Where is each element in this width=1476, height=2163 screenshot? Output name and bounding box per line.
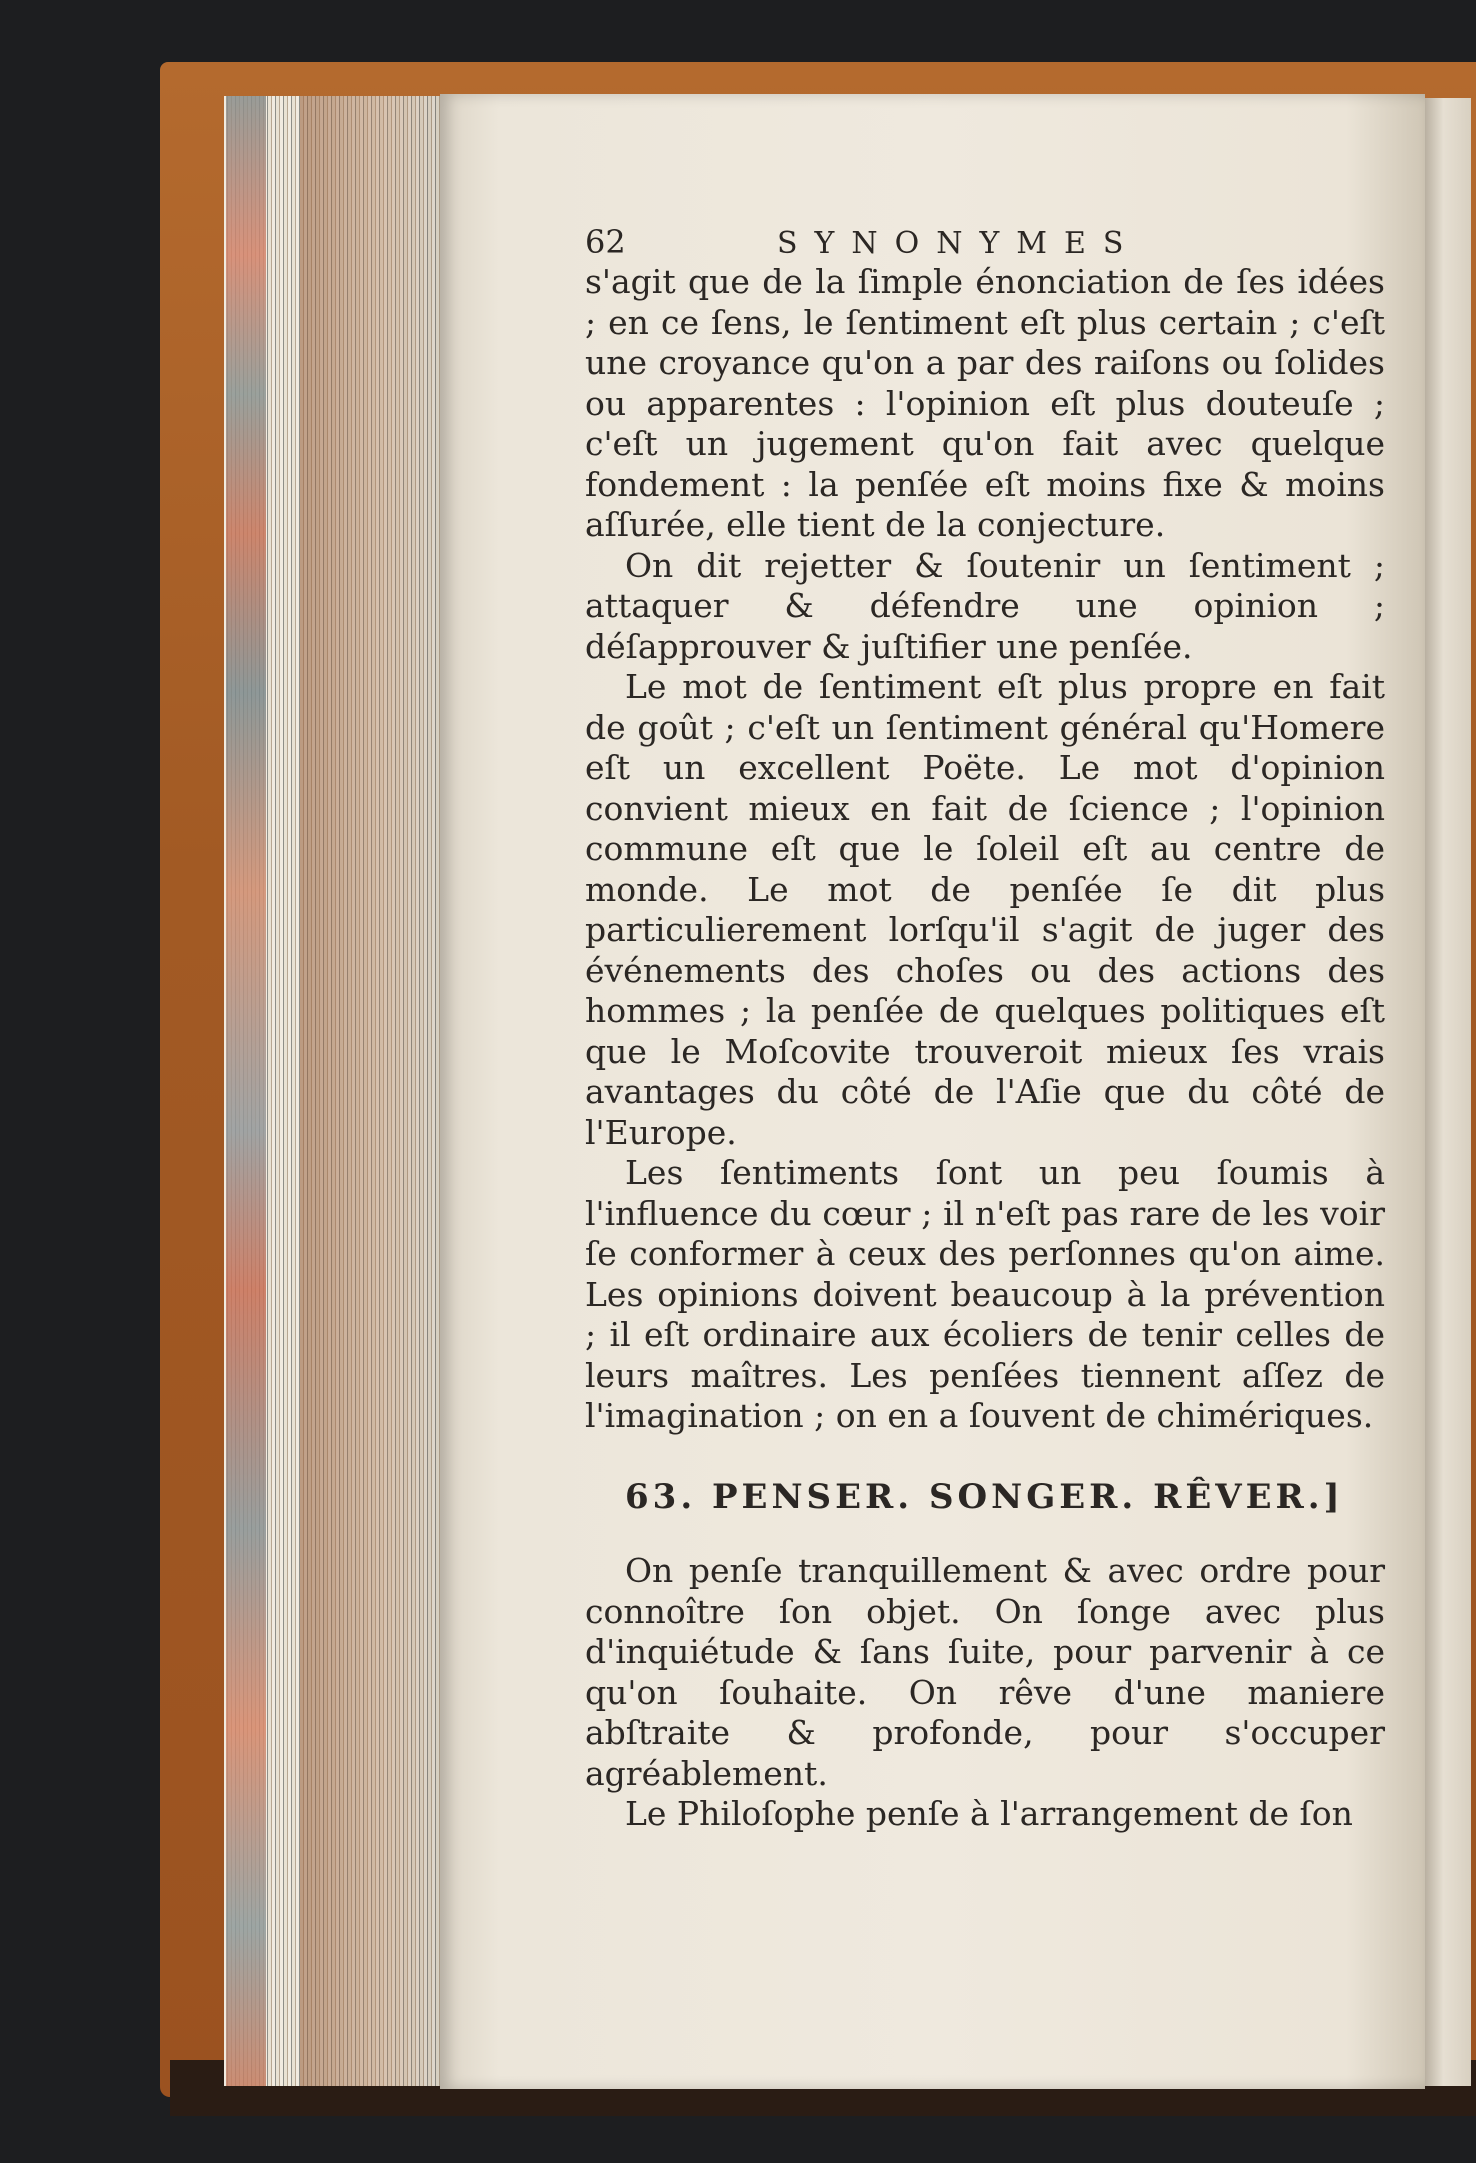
opposite-page-edge <box>1425 98 1471 2086</box>
article-heading: 63. PENSER. SONGER. RÊVER.] <box>625 1476 1344 1517</box>
running-title: SYNONYMES <box>777 226 1141 261</box>
marbled-edge <box>226 96 266 2086</box>
page-number: 62 <box>585 223 626 261</box>
running-head <box>585 222 1385 262</box>
edge-stain <box>300 96 440 2086</box>
page-text <box>585 222 1385 1835</box>
paragraph: Le mot de ſentiment eſt plus propre en fait de goût ; c'eſt un ſentiment général qu'Homere eſt un excellent Poëte. Le mot d'opinion convient mieux en fait de ſcience ; l'opinion commune eſt que le ſoleil eſt au centre de monde. Le mot de penſée ſe dit plus particulierement lorſqu'il s'agit de juger des événements des choſes ou des actions des hommes ; la penſée de quelques politiques eſt que le Moſcovite trouveroit mieux ſes vrais avantages du côté de l'Aſie que du côté de l'Europe. <box>585 667 1385 1152</box>
paragraph: Les ſentiments ſont un peu ſoumis à l'influence du cœur ; il n'eſt pas rare de les voir ſe conformer à ceux des perſonnes qu'on aime. Les opinions doivent beaucoup à la prévention ; il eſt ordinaire aux écoliers de tenir celles de leurs maîtres. Les penſées tiennent aſſez de l'imagination ; on en a ſouvent de chimériques. <box>585 1153 1385 1435</box>
paragraph: On dit rejetter & ſoutenir un ſentiment ; attaquer & défendre une opinion ; déſapprouver & juſtifier une penſée. <box>585 545 1385 666</box>
paragraph: s'agit que de la ſimple énonciation de ſes idées ; en ce ſens, le ſentiment eſt plus certain ; c'eſt une croyance qu'on a par des raiſons ou ſolides ou apparentes : l'opinion eſt plus douteuſe ; c'eſt un jugement qu'on fait avec quelque fondement : la penſée eſt moins fixe & moins aſſurée, elle tient de la conjecture. <box>585 262 1385 544</box>
paragraph: On penſe tranquillement & avec ordre pour connoître ſon objet. On ſonge avec plus d'inquiétude & ſans ſuite, pour parvenir à ce qu'on ſouhaite. On rêve d'une maniere abſtraite & profonde, pour s'occuper agréablement. <box>585 1551 1385 1793</box>
paragraph: Le Philoſophe penſe à l'arrangement de ſon <box>625 1794 1353 1833</box>
